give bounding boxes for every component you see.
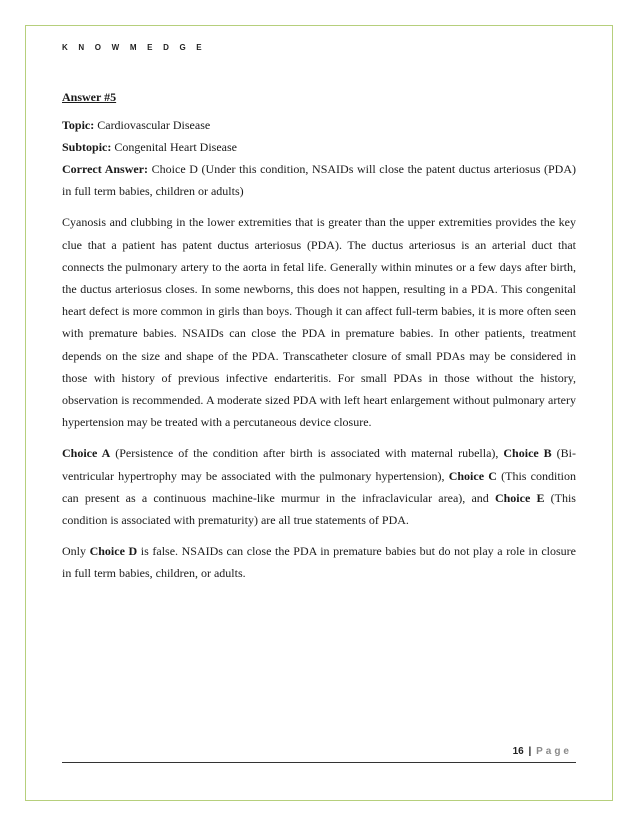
correct-answer-label: Correct Answer:	[62, 162, 149, 176]
subtopic-label: Subtopic:	[62, 140, 112, 154]
choice-e-label: Choice E	[494, 490, 545, 505]
header-brand: K N O W M E D G E	[62, 43, 206, 52]
topic-label: Topic:	[62, 118, 95, 132]
choice-b-text: (Bi-ventricular hypertrophy may be associated with the pulmonary hypertension),	[62, 446, 576, 483]
only-text: is false. NSAIDs can close the PDA in premature babies but do not play a role in closure in full term babies, children, or adults.	[62, 544, 577, 581]
page-word: Page	[536, 746, 572, 757]
explanation-paragraph: Cyanosis and clubbing in the lower extremities that is greater than the upper extremities provides the key clue that a patient has patent ductus arteriosus (PDA). The ductus arteriosus is an arterial duct that connects the pulmonary artery to the aorta in fetal life. Generally within minutes or a few days after birth, the ductus arteriosus closes. In some newborns, this does not happen, resulting in a PDA. This congenital heart defect is more common in girls than boys. Though it can affect full-term babies, it is more often seen with premature babies. NSAIDs can close the PDA in premature babies. In other patients, treatment depends on the size and shape of the PDA. Transcatheter closure of small PDAs may be considered in those with history of previous infective endarteritis. For small PDAs in those without the history, observation is recommended. A moderate sized PDA with left heart enlargement without pulmonary artery hypertension may be treated with a percutaneous device closure.	[62, 215, 576, 430]
footer-rule	[62, 762, 576, 763]
page-number: 16	[512, 746, 524, 757]
conclusion-paragraph	[62, 540, 576, 584]
choice-a-label: Choice A	[62, 446, 111, 461]
answer-content	[62, 86, 576, 585]
subtopic-line	[62, 136, 576, 158]
choice-b-label: Choice B	[503, 446, 552, 461]
correct-answer-value: Choice D (Under this condition, NSAIDs will close the patent ductus arteriosus (PDA) in full term babies, children or adults)	[62, 162, 576, 199]
only-prefix: Only	[62, 544, 90, 559]
topic-value: Cardiovascular Disease	[97, 118, 211, 132]
answer-title: Answer #5	[62, 90, 117, 104]
choice-a-text: (Persistence of the condition after birth is associated with maternal rubella),	[110, 446, 504, 461]
choices-paragraph	[62, 442, 576, 531]
choice-e-text: (This condition is associated with prematurity) are all true statements of PDA.	[62, 490, 576, 528]
subtopic-value: Congenital Heart Disease	[114, 140, 237, 154]
topic-line	[62, 114, 576, 136]
choice-c-label: Choice C	[448, 468, 497, 483]
page-number-footer	[513, 746, 572, 757]
choice-c-text: (This condition can present as a continuous machine-like murmur in the infraclavicular area), and	[62, 468, 576, 505]
only-choice-label: Choice D	[89, 544, 138, 559]
correct-answer-line	[62, 158, 576, 202]
page-separator: |	[528, 746, 532, 757]
